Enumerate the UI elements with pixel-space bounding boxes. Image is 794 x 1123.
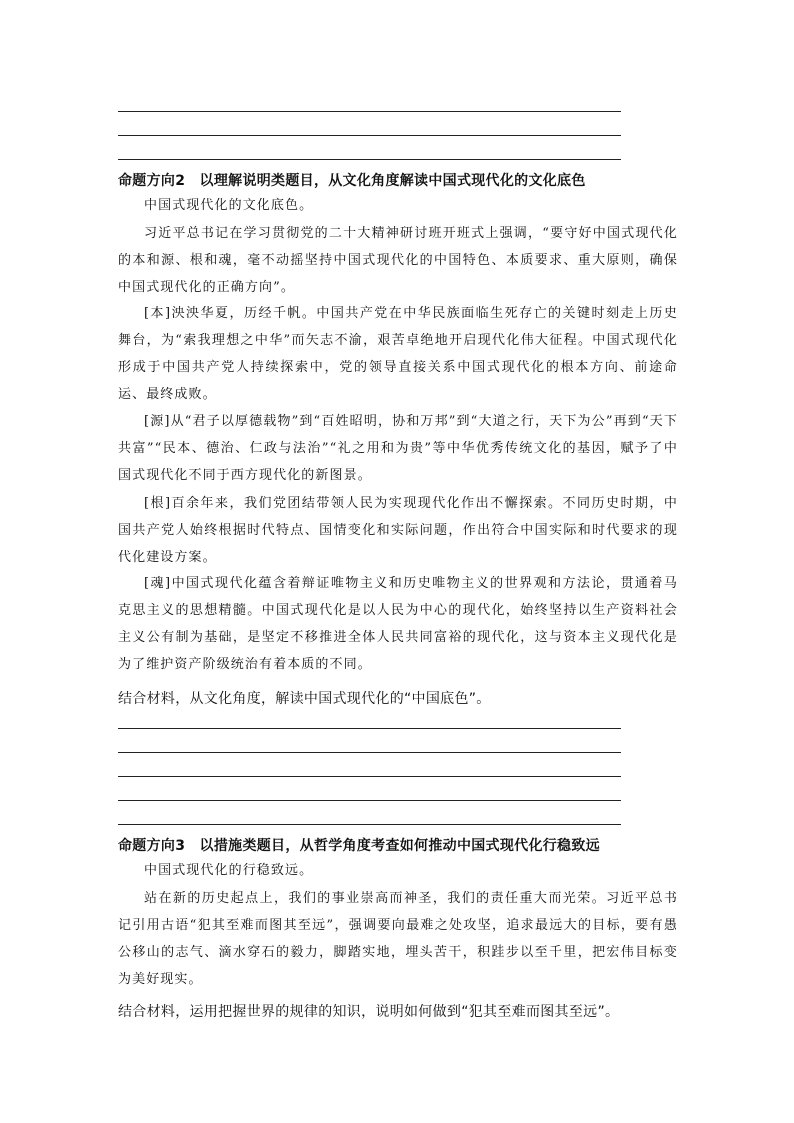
answer-line [118, 776, 621, 777]
answer-line [118, 111, 621, 112]
direction3-heading: 命题方向3 以措施类题目，从哲学角度考查如何推动中国式现代化行稳致远 [118, 838, 600, 854]
direction2-paragraph-gen: [根]百余年来，我们党团结带领人民为实现现代化作出不懈探索。不同历史时期，中国共产党人始终根据时代特点、国情变化和实际问题，作出符合中国实际和时代要求的现代化建设方案。 [118, 496, 678, 565]
direction2-paragraph-ben: [本]泱泱华夏，历经千帆。中国共产党在中华民族面临生死存亡的关键时刻走上历史舞台，为“索我理想之中华”而矢志不渝，艰苦卓绝地开启现代化伟大征程。中国式现代化形成于中国共产党人持续探索中，党的领导直接关系中国式现代化的根本方向、前途命运、最终成败。 [118, 306, 678, 402]
direction2-paragraph-hun: [魂]中国式现代化蕴含着辩证唯物主义和历史唯物主义的世界观和方法论，贯通着马克思主义的思想精髓。中国式现代化是以人民为中心的现代化，始终坚持以生产资料社会主义公有制为基础，是坚定不移推进全体人民共同富裕的现代化，这与资本主义现代化是为了维护资产阶级统治有着本质的不同。 [118, 576, 678, 672]
direction2-paragraph-yuan: [源]从“君子以厚德载物”到“百姓昭明，协和万邦”到“大道之行，天下为公”再到“天下共富”“民本、德治、仁政与法治”“礼之用和为贵”等中华优秀传统文化的基因，赋予了中国式现代化不同于西方现代化的新图景。 [118, 414, 678, 483]
answer-line [118, 824, 621, 825]
answer-line [118, 159, 621, 160]
direction2-paragraph-intro: 习近平总书记在学习贯彻党的二十大精神研讨班开班式上强调，“要守好中国式现代化的本和源、根和魂，毫不动摇坚持中国式现代化的中国特色、本质要求、重大原则，确保中国式现代化的正确方向”。 [118, 226, 678, 295]
answer-line [118, 800, 621, 801]
direction2-question: 结合材料，从文化角度，解读中国式现代化的“中国底色”。 [118, 691, 491, 707]
direction2-heading: 命题方向2 以理解说明类题目，从文化角度解读中国式现代化的文化底色 [118, 173, 586, 189]
direction3-paragraph: 站在新的历史起点上，我们的事业崇高而神圣，我们的责任重大而光荣。习近平总书记引用古语“犯其至难而图其至远”，强调要向最难之处攻坚，追求最远大的目标，要有愚公移山的志气、滴水穿石的毅力，脚踏实地，埋头苦干，积跬步以至千里，把宏伟目标变为美好现实。 [118, 891, 678, 987]
answer-line [118, 728, 621, 729]
direction3-question: 结合材料，运用把握世界的规律的知识，说明如何做到“犯其至难而图其至远”。 [118, 1004, 620, 1020]
answer-line [118, 752, 621, 753]
direction3-topic: 中国式现代化的行稳致远。 [144, 863, 314, 878]
answer-line [118, 135, 621, 136]
direction2-topic: 中国式现代化的文化底色。 [144, 198, 314, 213]
